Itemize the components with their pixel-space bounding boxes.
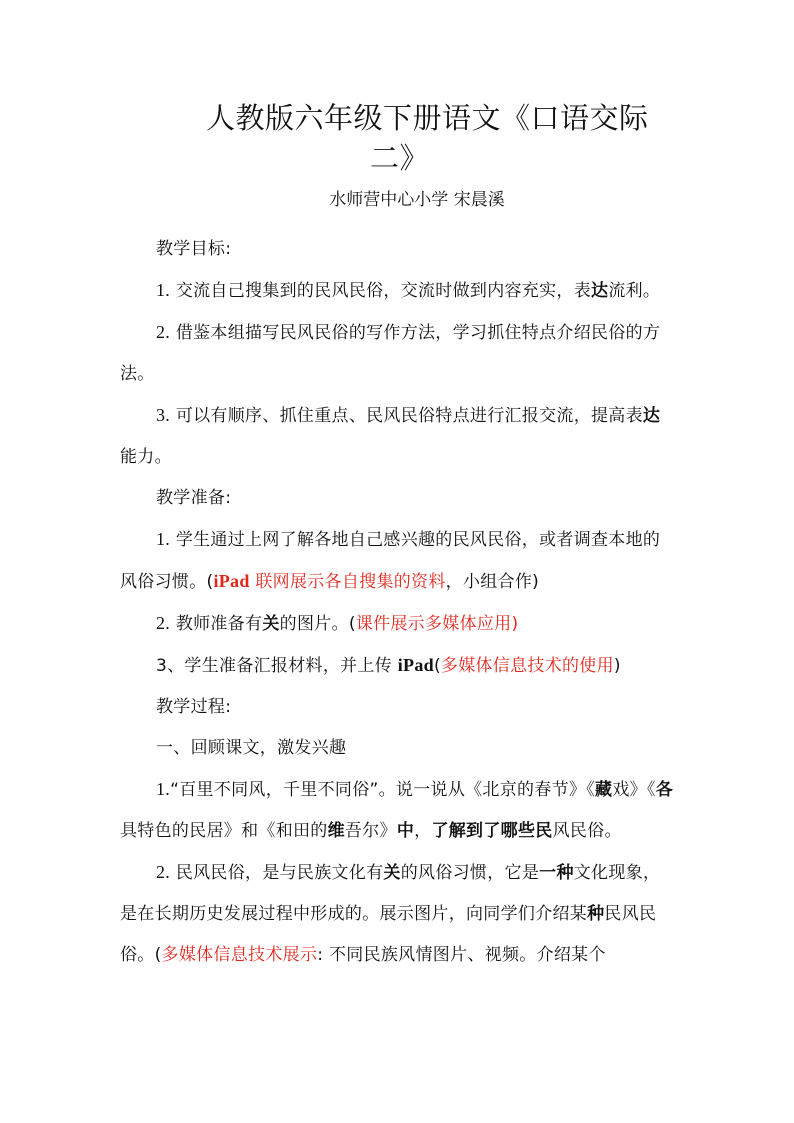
section-1-heading: 一、回顾课文，激发兴趣 (156, 738, 347, 758)
title-line-2: 二》 (370, 141, 430, 175)
prep-1: 1. 学生通过上网了解各地自己感兴趣的民风民俗，或者调查本地的风俗习惯。(iPad 联网展示各自搜集的资料，小组合作) (120, 529, 661, 592)
goal-2: 2. 借鉴本组描写民风民俗的写作方法，学习抓住特点介绍民俗的方法。 (120, 322, 661, 384)
goal-3: 3. 可以有顺序、抓住重点、民风民俗特点进行汇报交流，提高表达能力。 (120, 405, 661, 467)
goals-heading: 教学目标: (156, 239, 232, 259)
document-body (120, 229, 676, 976)
process-heading: 教学过程: (156, 697, 232, 717)
process-step-2: 2. 民风民俗，是与民族文化有关的风俗习惯，它是一种文化现象，是在长期历史发展过程中形成的。展示图片，向同学们介绍某种民风民俗。(多媒体信息技术展示: 不同民族风情图片、视频。介绍某个 (120, 862, 661, 965)
prep-2: 2. 教师准备有关的图片。(课件展示多媒体应用) (156, 613, 519, 634)
document-title (120, 100, 720, 176)
prep-3: 3、学生准备汇报材料，并上传 iPad(多媒体信息技术的使用) (156, 655, 621, 676)
process-step-1: 1.“百里不同风，千里不同俗”。说一说从《北京的春节》《藏戏》《各具特色的民居》和《和田的维吾尔》中，了解到了哪些民风民俗。 (120, 779, 674, 841)
author-line: 水师营中心小学 宋晨溪 (329, 190, 505, 210)
prep-heading: 教学准备: (156, 488, 232, 508)
title-line-1: 人教版六年级下册语文《口语交际 (206, 101, 649, 135)
goal-1: 1. 交流自己搜集到的民风民俗，交流时做到内容充实，表达流利。 (156, 280, 661, 301)
